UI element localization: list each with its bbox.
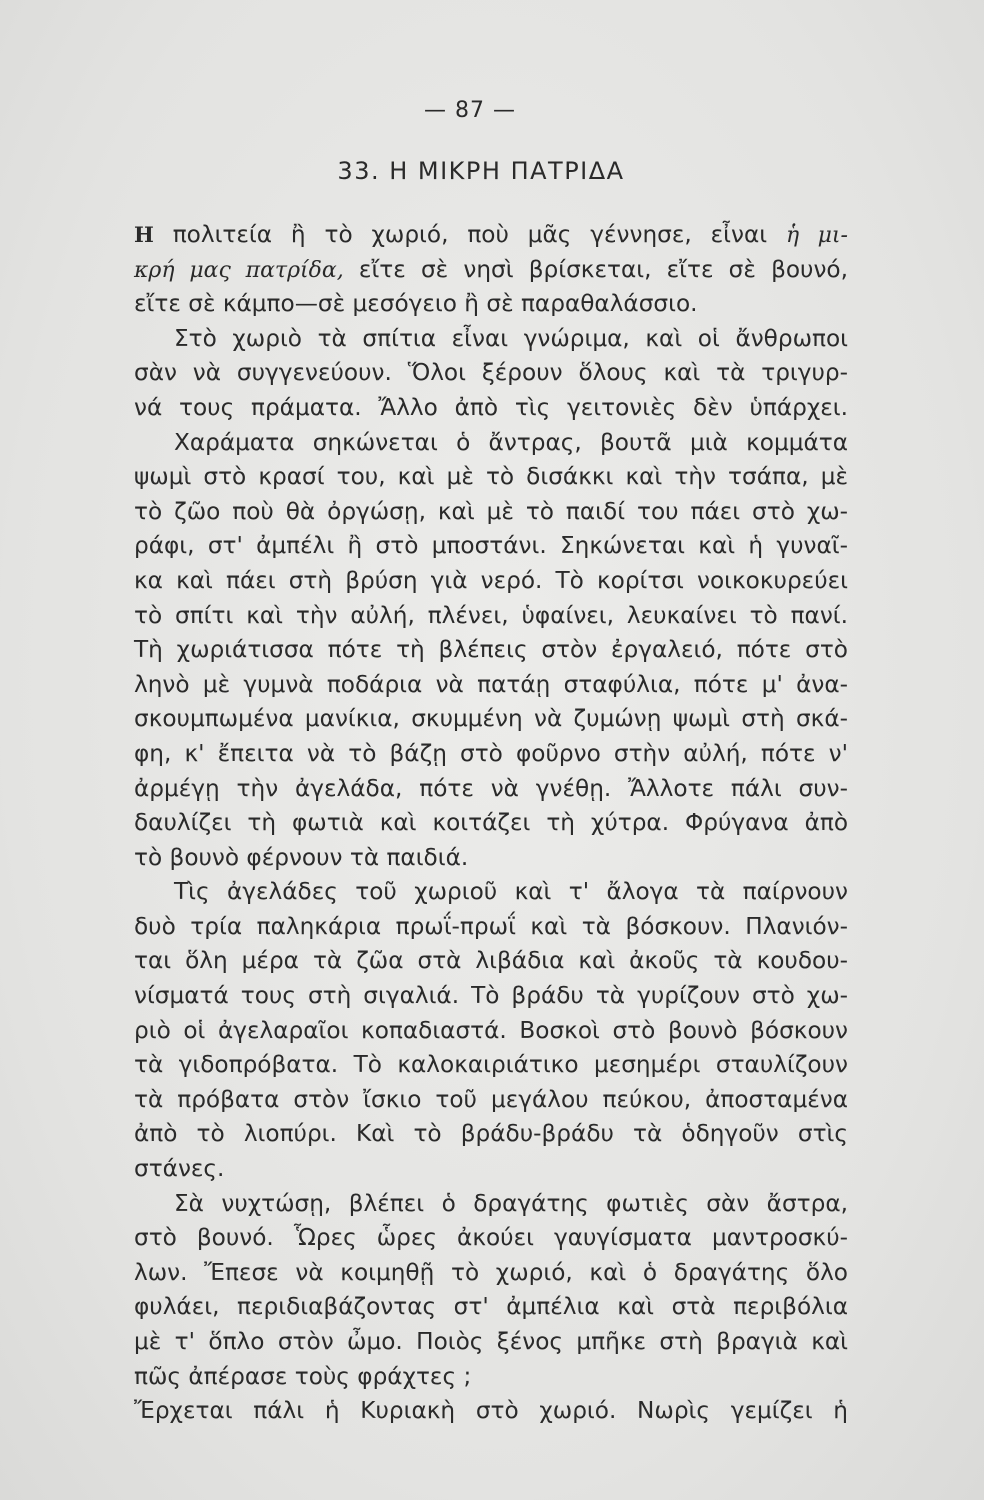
chapter-body <box>134 218 848 1429</box>
chapter-title: 33. Η ΜΙΚΡΗ ΠΑΤΡΙΔΑ <box>337 157 625 185</box>
text-line: Τὶς ἀγελάδες τοῦ χωριοῦ καὶ τ' ἄλογα τὰ παίρνουν <box>174 878 848 906</box>
text-line: ληνὸ μὲ γυμνὰ ποδάρια νὰ πατάῃ σταφύλια, πότε μ' ἀνα- <box>134 670 848 698</box>
text-line: Τὴ χωριάτισσα πότε τὴ βλέπεις στὸν ἐργαλειό, πότε στὸ <box>134 636 848 664</box>
text-line: στὸ βουνό. Ὧρες ὧρες ἀκούει γαυγίσματα μαντροσκύ- <box>134 1224 848 1252</box>
text-line: τὸ ζῶο ποὺ θὰ ὀργώσῃ, καὶ μὲ τὸ παιδί του πάει στὸ χω- <box>134 497 848 525</box>
text-line: φη, κ' ἔπειτα νὰ τὸ βάζῃ στὸ φοῦρνο στὴν αὐλή, πότε ν' <box>134 739 848 767</box>
text-line: νίσματά τους στὴ σιγαλιά. Τὸ βράδυ τὰ γυρίζουν στὸ χω- <box>134 982 848 1010</box>
page-number: — 87 — <box>424 98 516 123</box>
text-line: Ἔρχεται πάλι ἡ Κυριακὴ στὸ χωριό. Νωρὶς γεμίζει ἡ <box>134 1397 848 1425</box>
text-line: δαυλίζει τὴ φωτιὰ καὶ κοιτάζει τὴ χύτρα. Φρύγανα ἀπὸ <box>134 809 848 837</box>
text-line: εἴτε σὲ κάμπο—σὲ μεσόγειο ἢ σὲ παραθαλάσσιο. <box>134 290 698 318</box>
drop-cap: Η <box>134 222 154 247</box>
text-line: σὰν νὰ συγγενεύουν. Ὅλοι ξέρουν ὅλους καὶ τὰ τριγυρ- <box>134 359 848 387</box>
text-line: ράφι, στ' ἀμπέλι ἢ στὸ μποστάνι. Σηκώνεται καὶ ἡ γυναῖ- <box>134 532 848 560</box>
text-line: Χαράματα σηκώνεται ὁ ἄντρας, βουτᾶ μιὰ κομμάτα <box>174 428 848 456</box>
italic-phrase: κρή μας πατρίδα, <box>134 257 344 283</box>
text-line: τὸ σπίτι καὶ τὴν αὐλή, πλένει, ὑφαίνει, λευκαίνει τὸ πανί. <box>134 601 848 629</box>
text-line: μὲ τ' ὅπλο στὸν ὦμο. Ποιὸς ξένος μπῆκε στὴ βραγιὰ καὶ <box>134 1328 848 1355</box>
text-line: νά τους πράματα. Ἄλλο ἀπὸ τὶς γειτονιὲς δὲν ὑπάρχει. <box>134 393 848 421</box>
text-line: κα καὶ πάει στὴ βρύση γιὰ νερό. Τὸ κορίτσι νοικοκυρεύει <box>134 566 848 594</box>
text-line: ται ὅλη μέρα τὰ ζῶα στὰ λιβάδια καὶ ἀκοῦς τὰ κουδου- <box>134 947 848 975</box>
text-line <box>134 218 848 253</box>
text-line: Σὰ νυχτώσῃ, βλέπει ὁ δραγάτης φωτιὲς σὰν ἄστρα, <box>174 1189 848 1217</box>
text-line: τὰ πρόβατα στὸν ἴσκιο τοῦ μεγάλου πεύκου, ἀποσταμένα <box>134 1085 848 1113</box>
text-line: ριὸ οἱ ἀγελαραῖοι κοπαδιαστά. Βοσκοὶ στὸ βουνὸ βόσκουν <box>134 1016 848 1044</box>
text-line: δυὸ τρία παληκάρια πρωΐ-πρωΐ καὶ τὰ βόσκουν. Πλανιόν- <box>134 912 848 940</box>
text-line: τὰ γιδοπρόβατα. Τὸ καλοκαιριάτικο μεσημέρι σταυλίζουν <box>134 1051 848 1079</box>
text-line: τὸ βουνὸ φέρνουν τὰ παιδιά. <box>134 843 469 871</box>
text-line: σκουμπωμένα μανίκια, σκυμμένη νὰ ζυμώνῃ ψωμὶ στὴ σκά- <box>134 705 848 733</box>
text-line: ἀρμέγῃ τὴν ἀγελάδα, πότε νὰ γνέθῃ. Ἄλλοτε πάλι συν- <box>134 774 848 802</box>
text-line: ψωμὶ στὸ κρασί του, καὶ μὲ τὸ δισάκκι καὶ τὴν τσάπα, μὲ <box>134 463 848 491</box>
text-line: φυλάει, περιδιαβάζοντας στ' ἀμπέλια καὶ στὰ περιβόλια <box>134 1293 848 1321</box>
text-line: ἀπὸ τὸ λιοπύρι. Καὶ τὸ βράδυ-βράδυ τὰ ὁδηγοῦν στὶς <box>134 1120 848 1148</box>
opening-text: εἴτε σὲ νησὶ βρίσκεται, εἴτε σὲ βουνό, <box>343 255 848 283</box>
text-line: Στὸ χωριὸ τὰ σπίτια εἶναι γνώριμα, καὶ οἱ ἄνθρωποι <box>174 324 848 352</box>
italic-phrase: ἡ μι- <box>785 223 848 248</box>
text-line: λων. Ἔπεσε νὰ κοιμηθῇ τὸ χωριό, καὶ ὁ δραγάτης ὅλο <box>134 1258 848 1286</box>
text-line: πῶς ἀπέρασε τοὺς φράχτες ; <box>134 1362 472 1390</box>
opening-text: πολιτεία ἢ τὸ χωριό, ποὺ μᾶς γέννησε, εἶναι <box>153 221 786 248</box>
text-line: στάνες. <box>134 1155 225 1183</box>
text-line <box>134 253 848 288</box>
